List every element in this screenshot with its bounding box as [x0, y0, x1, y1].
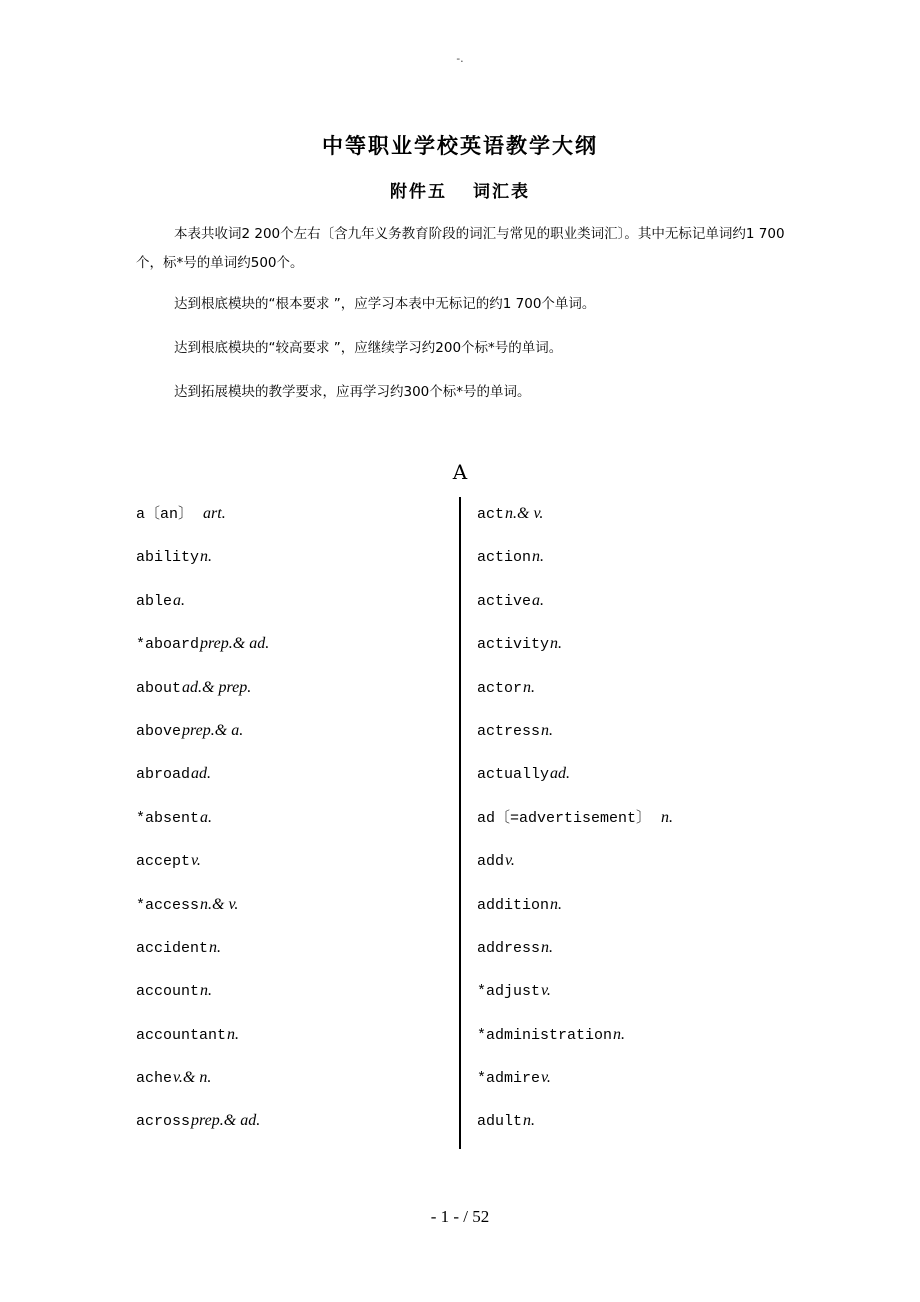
- vocab-entry: [477, 627, 797, 670]
- vocab-pos: a.: [532, 591, 545, 609]
- vocab-word: *absent: [136, 809, 200, 827]
- requirement-advanced: 达到根底模块的“较高要求 ”，应继续学习约200个标*号的单词。: [174, 340, 563, 356]
- requirement-basic: 达到根底模块的“根本要求 ”，应学习本表中无标记的约1 700个单词。: [174, 296, 596, 312]
- vocab-word: adult: [477, 1113, 523, 1131]
- section-letter: A: [452, 460, 468, 484]
- vocab-pos: v.: [191, 852, 201, 870]
- header-mark: -.: [456, 52, 464, 65]
- vocab-word: able: [136, 592, 173, 610]
- vocab-word: across: [136, 1113, 191, 1131]
- vocab-word: active: [477, 592, 532, 610]
- vocab-pos: prep.& ad.: [191, 1112, 261, 1130]
- vocab-entry: [136, 714, 456, 757]
- vocab-entry: [136, 1018, 456, 1061]
- vocab-entry: [136, 627, 456, 670]
- vocab-word: *adjust: [477, 983, 541, 1001]
- vocab-word: accept: [136, 853, 191, 871]
- vocab-entry: [136, 888, 456, 931]
- vocab-pos: n.: [550, 635, 563, 653]
- requirement-extension: 达到拓展模块的教学要求，应再学习约300个标*号的单词。: [174, 384, 531, 400]
- vocab-pos: n.: [541, 938, 554, 956]
- vocab-pos: n.: [523, 1112, 536, 1130]
- vocab-word: address: [477, 939, 541, 957]
- vocab-pos: n.: [209, 938, 222, 956]
- vocab-word: addition: [477, 896, 550, 914]
- vocab-word: act: [477, 506, 505, 523]
- vocab-entry: [477, 1061, 797, 1104]
- vocab-word: ad〔=advertisement〕: [477, 809, 652, 827]
- vocab-pos: n.: [227, 1025, 240, 1043]
- vocab-column-left: [136, 497, 456, 1148]
- vocab-entry: [136, 584, 456, 627]
- vocab-word: accident: [136, 939, 209, 957]
- vocab-word: *access: [136, 896, 200, 914]
- vocab-entry: [477, 844, 797, 887]
- vocab-pos: n.: [550, 895, 563, 913]
- vocab-entry: [477, 931, 797, 974]
- vocab-word: a〔an〕: [136, 506, 194, 523]
- page-title: 中等职业学校英语教学大纲: [322, 134, 598, 158]
- vocab-word: ache: [136, 1070, 173, 1088]
- vocab-pos: v.: [541, 1069, 551, 1087]
- vocab-pos: ad.: [191, 765, 212, 783]
- vocab-entry: [477, 888, 797, 931]
- vocab-word: accountant: [136, 1026, 227, 1044]
- vocab-pos: n.& v.: [200, 895, 239, 913]
- vocab-pos: n.: [200, 982, 213, 1000]
- vocab-pos: n.: [613, 1025, 626, 1043]
- vocab-entry: [477, 714, 797, 757]
- vocab-pos: v.: [505, 852, 515, 870]
- intro-paragraph: 本表共收词2 200个左右〔含九年义务教育阶段的词汇与常见的职业类词汇〕。其中无标记单词约1 700个，标*号的单词约500个。: [136, 226, 785, 271]
- vocab-column-right: [477, 497, 797, 1148]
- vocab-entry: [136, 671, 456, 714]
- vocab-entry: [136, 540, 456, 583]
- vocab-entry: [136, 801, 456, 844]
- subtitle-part1: 附件五: [390, 182, 447, 202]
- vocab-word: activity: [477, 636, 550, 654]
- vocab-word: *aboard: [136, 636, 200, 654]
- vocab-entry: [136, 931, 456, 974]
- vocab-entry: [477, 1104, 797, 1147]
- vocab-entry: [136, 1104, 456, 1147]
- vocab-pos: a.: [173, 591, 186, 609]
- vocab-pos: ad.& prep.: [182, 678, 252, 696]
- vocab-entry: [136, 497, 456, 540]
- vocab-entry: [477, 1018, 797, 1061]
- vocab-entry: [136, 844, 456, 887]
- vocab-pos: n.: [200, 548, 213, 566]
- vocab-pos: prep.& ad.: [200, 635, 270, 653]
- vocab-pos: n.: [532, 548, 545, 566]
- page-subtitle: [0, 177, 920, 202]
- page-number: - 1 - / 52: [430, 1207, 490, 1226]
- vocab-entry: [136, 1061, 456, 1104]
- vocab-word: actor: [477, 679, 523, 697]
- vocab-pos: n.& v.: [505, 505, 544, 522]
- subtitle-part2: 词汇表: [473, 182, 530, 202]
- vocab-word: *administration: [477, 1026, 613, 1044]
- vocab-entry: [477, 974, 797, 1017]
- vocab-word: about: [136, 679, 182, 697]
- vocab-entry: [136, 974, 456, 1017]
- vocab-entry: [477, 671, 797, 714]
- vocab-pos: v.& n.: [173, 1069, 212, 1087]
- vocab-word: ability: [136, 549, 200, 567]
- vocab-word: actually: [477, 766, 550, 784]
- vocab-pos: n.: [661, 808, 674, 826]
- vocab-word: above: [136, 722, 182, 740]
- vocab-word: account: [136, 983, 200, 1001]
- vocab-word: *admire: [477, 1070, 541, 1088]
- vocab-entry: [477, 584, 797, 627]
- vocab-entry: [477, 801, 797, 844]
- vocab-pos: a.: [200, 808, 213, 826]
- vocab-pos: n.: [523, 678, 536, 696]
- vocab-entry: [477, 497, 797, 540]
- vocab-word: abroad: [136, 766, 191, 784]
- vocab-word: action: [477, 549, 532, 567]
- vocab-word: add: [477, 853, 505, 871]
- vocab-word: actress: [477, 722, 541, 740]
- vocab-entry: [477, 757, 797, 800]
- vocab-pos: art.: [203, 505, 226, 522]
- vocab-pos: ad.: [550, 765, 571, 783]
- vocab-entry: [477, 540, 797, 583]
- vocab-pos: prep.& a.: [182, 721, 244, 739]
- vocab-pos: v.: [541, 982, 551, 1000]
- vocab-entry: [136, 757, 456, 800]
- column-divider: [459, 497, 461, 1149]
- vocab-pos: n.: [541, 721, 554, 739]
